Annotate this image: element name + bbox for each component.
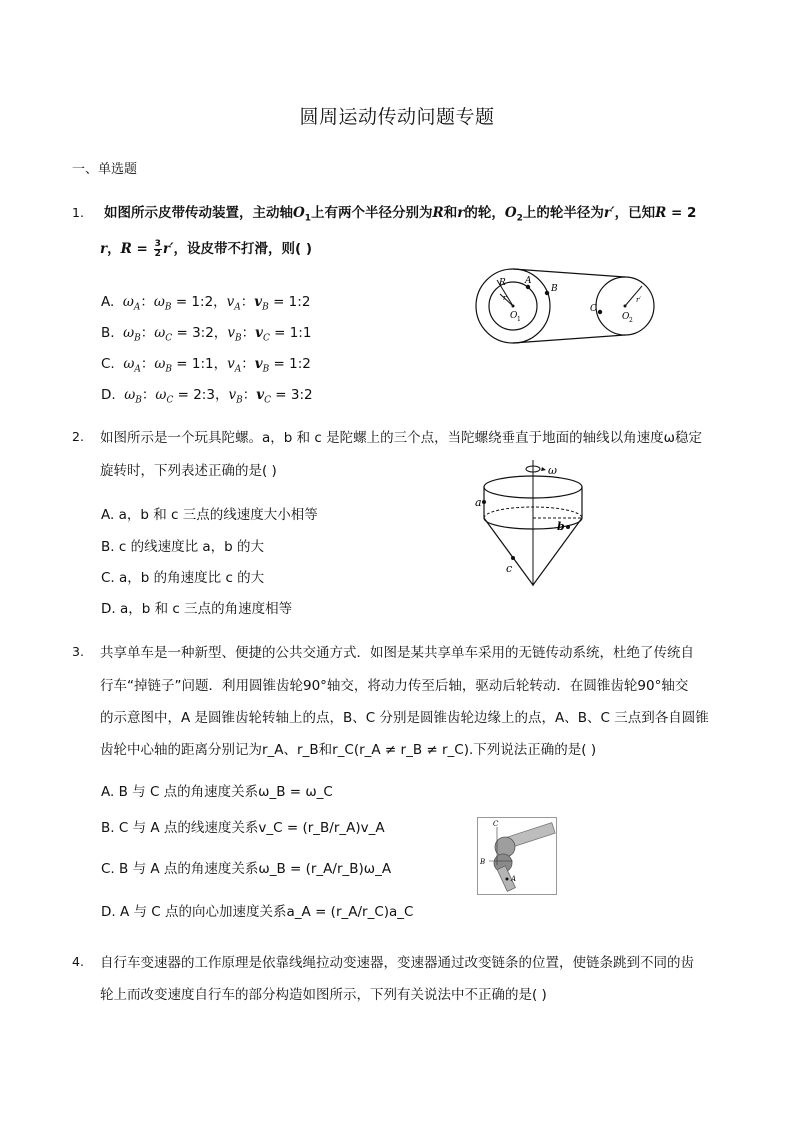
question-4-line-2: 轮上而改变速度自行车的部分构造如图所示，下列有关说法中不正确的是( ) <box>100 987 547 1003</box>
question-3-line-3: 的示意图中，A 是圆锥齿轮转轴上的点，B、C 分别是圆锥齿轮边缘上的点，A、B、C 三点到各自圆锥 <box>100 710 709 726</box>
question-2-option-b[interactable]: B. c 的线速度比 a，b 的大 <box>101 539 264 555</box>
label-b: B <box>480 858 486 866</box>
svg-text:1: 1 <box>517 316 521 323</box>
label-o1: O <box>510 311 518 321</box>
label-c: C <box>590 304 597 314</box>
section-heading: 一、单选题 <box>72 162 138 177</box>
label-r-big: R <box>499 278 506 288</box>
label-c: c <box>506 562 513 575</box>
page-title: 圆周运动传动问题专题 <box>299 106 495 128</box>
question-1-option-b[interactable]: B. $\omega_B$：$\omega_C$ = 3:2，$v_B$：$v_C$ = 1:1 <box>101 325 312 344</box>
question-2-option-c[interactable]: C. a，b 的角速度比 c 的大 <box>101 570 265 586</box>
question-1-line-2: r，R = $\frac{3}{2}$ r′，设皮带不打滑，则( ) <box>100 238 313 259</box>
question-2-number: 2. <box>72 429 84 444</box>
label-b: B <box>551 284 558 294</box>
bevel-gear-figure <box>477 817 557 895</box>
question-4-number: 4. <box>72 954 84 969</box>
question-3-option-d[interactable]: D. A 与 C 点的向心加速度关系a_A = (r_A/r_C)a_C <box>101 904 414 920</box>
spinning-top-figure <box>473 458 603 588</box>
question-2-line-1: 如图所示是一个玩具陀螺。a，b 和 c 是陀螺上的三个点，当陀螺绕垂直于地面的轴线以角速度ω稳定 <box>100 430 702 446</box>
question-4-line-1: 自行车变速器的工作原理是依靠线绳拉动变速器，变速器通过改变链条的位置，使链条跳到不同的齿 <box>100 955 694 971</box>
label-omega: ω <box>548 464 557 477</box>
question-2-option-d[interactable]: D. a，b 和 c 三点的角速度相等 <box>101 601 293 617</box>
label-r-small: r <box>503 294 507 302</box>
question-3-line-2: 行车“掉链子”问题．利用圆锥齿轮90°轴交，将动力传至后轴，驱动后轮转动．在圆锥齿轮90°轴交 <box>100 678 689 694</box>
label-a: A <box>511 875 517 883</box>
label-r-prime: r′ <box>636 296 641 304</box>
question-1-option-d[interactable]: D. $\omega_B$：$\omega_C$ = 2:3，$v_B$：$v_C$ = 3:2 <box>101 387 313 406</box>
question-3-line-4: 齿轮中心轴的距离分别记为r_A、r_B和r_C(r_A ≠ r_B ≠ r_C).下列说法正确的是( ) <box>100 742 597 758</box>
label-a: a <box>475 496 482 509</box>
question-2-option-a[interactable]: A. a，b 和 c 三点的线速度大小相等 <box>101 507 318 523</box>
question-1-option-a[interactable]: A. $\omega_A$：$\omega_B$ = 1:2，$v_A$：$v_B$ = 1:2 <box>101 294 311 313</box>
belt-drive-figure <box>470 264 670 348</box>
question-3-number: 3. <box>72 644 84 659</box>
label-o2: O <box>622 312 630 322</box>
question-3-option-c[interactable]: C. B 与 A 点的角速度关系ω_B = (r_A/r_B)ω_A <box>101 861 392 877</box>
question-3-line-1: 共享单车是一种新型、便捷的公共交通方式．如图是某共享单车采用的无链传动系统，杜绝了传统自 <box>100 645 694 661</box>
label-c: C <box>493 820 499 828</box>
label-a: A <box>525 276 532 286</box>
question-2-line-2: 旋转时，下列表述正确的是( ) <box>100 463 277 479</box>
question-1-option-c[interactable]: C. $\omega_A$：$\omega_B$ = 1:1，$v_A$：$v_B$ = 1:2 <box>101 356 311 375</box>
question-1-number: 1. <box>72 205 84 220</box>
question-1-line-1: 如图所示皮带传动装置，主动轴$O_1$上有两个半径分别为R和r的轮，$O_2$上的轮半径为r′，已知R = 2 <box>104 205 697 224</box>
label-b: b <box>557 520 565 533</box>
svg-text:2: 2 <box>629 317 633 324</box>
question-3-option-a[interactable]: A. B 与 C 点的角速度关系ω_B = ω_C <box>101 784 333 800</box>
question-3-option-b[interactable]: B. C 与 A 点的线速度关系v_C = (r_B/r_A)v_A <box>101 820 385 836</box>
